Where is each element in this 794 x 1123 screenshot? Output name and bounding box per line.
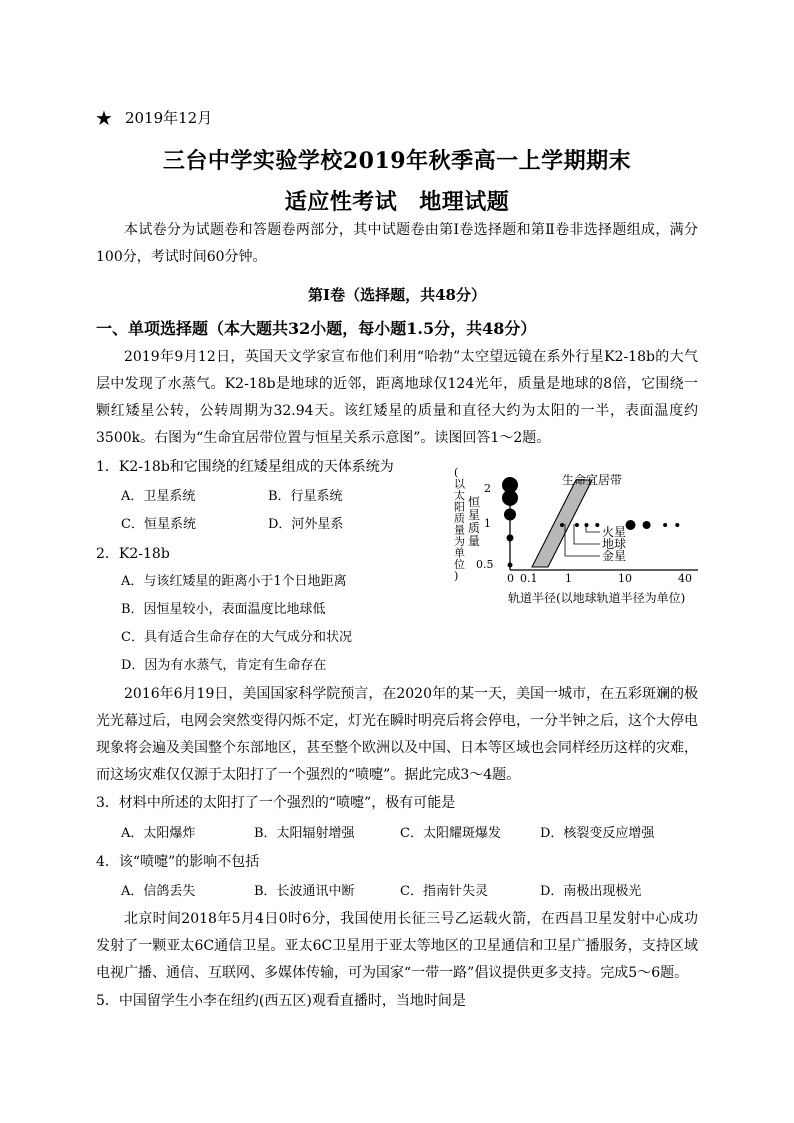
label-mars: 火星 xyxy=(602,525,627,539)
chart-xlabel: 轨道半径(以地球轨道半径为单位) xyxy=(508,591,686,605)
star-point-4 xyxy=(508,563,513,568)
q2-option-d: D．因为有水蒸气，肯定有生命存在 xyxy=(121,658,327,673)
band-label: 生命宜居带 xyxy=(562,473,623,487)
y-tick-0.5: 0.5 xyxy=(476,558,494,571)
ylabel-char: ( xyxy=(454,466,459,479)
ylabel-char: 单 xyxy=(454,546,465,560)
passage-2: 2016年6月19日，美国国家科学院预言，在2020年的某一天，美国一城市，在五彩斑斓的极光光幕过后，电网会突然变得闪烁不定，灯光在瞬时明亮后将会停电，一分半钟之后，这个大停电现象将会遍及美国整个东部地区，甚至整个欧洲以及中国、日本等区域也会同样经历这样的灾难，而这场灾难仅仅源于太阳打了一个强烈的“喷嚏”。据此完成3～4题。 xyxy=(96,686,698,783)
x-tick-40: 40 xyxy=(678,572,692,585)
x-tick-1: 1 xyxy=(565,572,572,585)
ylabel-char: 以 xyxy=(454,477,465,491)
y-tick-1: 1 xyxy=(484,517,491,530)
q4-option-a: A．信鸽丢失 xyxy=(121,884,196,899)
ylabel-char: 位 xyxy=(454,558,465,571)
exam-title-line2 xyxy=(0,185,794,216)
ylabel-char: 太 xyxy=(454,489,465,502)
orbit-point-1 xyxy=(575,523,579,527)
label-venus: 金星 xyxy=(602,549,627,563)
question-1-stem: 1．K2-18b和它围绕的红矮星组成的天体系统为 xyxy=(96,459,394,475)
ylabel-char: 恒 xyxy=(468,495,481,509)
passage-3: 北京时间2018年5月4日0时6分，我国使用长征三号乙运载火箭，在西昌卫星发射中心成功发射了一颗亚太6C通信卫星。亚太6C卫星用于亚太等地区的卫星通信和卫星广播服务，支持区域电视广播、通信、互联网、多媒体传输，可为国家“一带一路”倡议提供更多支持。完成5～6题。 xyxy=(96,911,698,981)
q4-option-c: C．指南针失灵 xyxy=(400,884,488,899)
q4-option-b: B．长波通讯中断 xyxy=(254,884,355,899)
star-point-2 xyxy=(504,508,516,520)
ylabel-char: 为 xyxy=(454,535,465,548)
ylabel-char: 阳 xyxy=(454,500,465,514)
ylabel-char: 量 xyxy=(468,534,481,548)
q2-option-a: A．与该红矮星的距离小于1个日地距离 xyxy=(121,574,347,589)
q1-option-d: D．河外星系 xyxy=(268,517,344,532)
x-tick-0.1: 0.1 xyxy=(520,572,538,585)
section-title-choice: 一、单项选择题（本大题共32小题，每小题1.5分，共48分） xyxy=(96,319,537,338)
ylabel-char: 星 xyxy=(468,508,481,522)
star-point-3 xyxy=(507,534,514,541)
ylabel-char: 质 xyxy=(454,512,465,525)
q2-option-b: B．因恒星较小，表面温度比地球低 xyxy=(121,602,326,617)
orbit-point-2 xyxy=(584,523,588,527)
question-2-stem: 2．K2-18b xyxy=(96,546,170,562)
orbit-point-4 xyxy=(626,520,636,530)
orbit-point-5 xyxy=(643,521,651,529)
exam-title-line1: 三台中学实验学校2019年秋季高一上学期期末 xyxy=(162,148,632,174)
q2-option-c: C．具有适合生命存在的大气成分和状况 xyxy=(121,630,352,645)
exam-subject: 地理试题 xyxy=(419,189,510,215)
star-icon: ★ xyxy=(95,106,113,130)
x-tick-10: 10 xyxy=(618,572,632,585)
ylabel-char: 量 xyxy=(454,523,465,537)
question-3-stem: 3．材料中所述的太阳打了一个强烈的“喷嚏”，极有可能是 xyxy=(96,795,456,811)
leader-venus xyxy=(565,524,600,556)
q1-option-c: C．恒星系统 xyxy=(121,517,196,532)
y-tick-2: 2 xyxy=(484,482,491,495)
leader-earth xyxy=(574,524,600,544)
orbit-point-6 xyxy=(663,523,667,527)
q3-option-b: B．太阳辐射增强 xyxy=(254,826,355,841)
orbit-point-7 xyxy=(675,523,679,527)
question-4-stem: 4．该“喷嚏”的影响不包括 xyxy=(96,854,260,870)
ylabel-char: ) xyxy=(454,569,459,583)
q1-option-a: A．卫星系统 xyxy=(121,489,196,504)
star-point-1 xyxy=(502,490,518,506)
passage-1: 2019年9月12日，英国天文学家宣布他们利用“哈勃”太空望远镜在系外行星K2-18b的大气层中发现了水蒸气。K2-18b是地球的近邻，距离地球仅124光年，质量是地球的8倍，它围绕一颗红矮星公转，公转周期为32.94天。该红矮星的质量和直径大约为太阳的一半，表面温度约3500k。右图为“生命宜居带位置与恒星关系示意图”。读图回答1～2题。 xyxy=(96,349,698,446)
q3-option-a: A．太阳爆炸 xyxy=(121,826,196,841)
date-text: 2019年12月 xyxy=(124,109,213,127)
q3-option-d: D．核裂变反应增强 xyxy=(540,826,655,841)
q3-option-c: C．太阳耀斑爆发 xyxy=(400,826,501,841)
habitable-zone-chart xyxy=(440,462,710,610)
orbit-point-0 xyxy=(560,523,564,527)
intro-paragraph: 本试卷分为试题卷和答题卷两部分，其中试题卷由第Ⅰ卷选择题和第Ⅱ卷非选择题组成，满分100分，考试时间60分钟。 xyxy=(96,222,698,265)
q4-option-d: D．南极出现极光 xyxy=(540,884,642,899)
x-tick-0: 0 xyxy=(507,572,514,585)
q1-option-b: B．行星系统 xyxy=(268,489,343,504)
orbit-point-3 xyxy=(595,523,599,527)
label-earth: 地球 xyxy=(602,537,627,551)
section-title-part1: 第Ⅰ卷（选择题，共48分） xyxy=(308,286,486,304)
exam-type: 适应性考试 xyxy=(284,189,398,215)
ylabel-char: 质 xyxy=(468,521,481,535)
exam-date xyxy=(95,104,212,128)
question-5-stem: 5．中国留学生小李在纽约(西五区)观看直播时，当地时间是 xyxy=(96,993,466,1009)
